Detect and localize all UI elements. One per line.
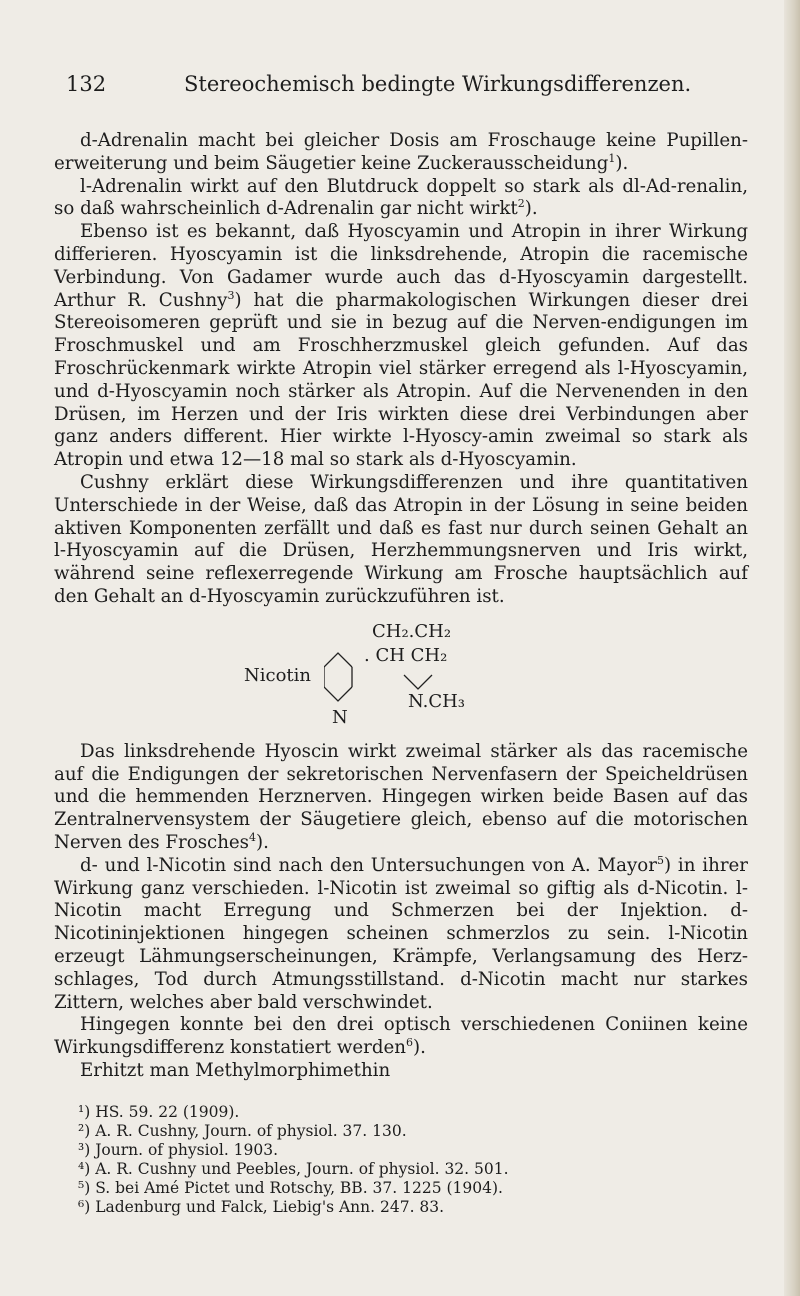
paragraph-3: Ebenso ist es bekannt, daß Hyoscyamin und Atropin in ihrer Wirkung differieren. Hyoscyamin ist die linksdrehende, Atropin die racemische Verbindung. Von Gadamer wurde auch das d-Hyoscyamin dargestellt. Arthur R. Cushny$^3$) hat die pharmakologischen Wirkungen dieser drei Stereoisomeren geprüft und sie in bezug auf die Nerven-endigungen im Froschmuskel und am Froschherzmuskel gleich gefunden. Auf das Froschrückenmark wirkte Atropin viel stärker erregend als l-Hyoscyamin, und d-Hyoscyamin noch stärker als Atropin. Auf die Nervenenden in den Drüsen, im Herzen und der Iris wirkten diese drei Verbindungen aber ganz anders different. Hier wirkte l-Hyoscy-amin zweimal so stark als Atropin und etwa 12—18 mal so stark als d-Hyoscyamin. xyxy=(54,221,748,471)
footnote-5: ⁵) S. bei Amé Pictet und Rotschy, BB. 37. 1225 (1904). xyxy=(78,1178,503,1197)
formula-line-1: CH₂.CH₂ xyxy=(372,620,452,642)
footnote-6: ⁶) Ladenburg und Falck, Liebig's Ann. 247. 83. xyxy=(78,1197,445,1216)
page-number: 132 xyxy=(66,72,107,96)
paragraph-1: d-Adrenalin macht bei gleicher Dosis am Froschauge keine Pupillen-erweiterung und beim Säugetier keine Zuckerausscheidung$^1$). xyxy=(54,130,748,174)
footnote-3: ³) Journ. of physiol. 1903. xyxy=(78,1140,279,1159)
paragraph-2: l-Adrenalin wirkt auf den Blutdruck doppelt so stark als dl-Ad-renalin, so daß wahrscheinlich d-Adrenalin gar nicht wirkt$^2$). xyxy=(54,175,748,220)
pyridine-ring-icon xyxy=(324,645,464,715)
footnote-4: ⁴) A. R. Cushny und Peebles, Journ. of physiol. 32. 501. xyxy=(78,1159,509,1178)
formula-ring-n: N xyxy=(332,706,348,728)
paragraph-6: d- und l-Nicotin sind nach den Untersuchungen von A. Mayor$^5$) in ihrer Wirkung ganz verschieden. l-Nicotin ist zweimal so giftig als d-Nicotin. l-Nicotin macht Erregung und Schmerzen bei der Injektion. d-Nicotininjektionen hingegen scheinen schmerzlos zu sein. l-Nicotin erzeugt Lähmungserscheinungen, Krämpfe, Verlangsamung des Herz-schlages, Tod durch Atmungsstillstand. d-Nicotin macht nur starkes Zittern, welches aber bald verschwindet. xyxy=(54,853,748,1013)
nicotin-formula xyxy=(54,615,748,733)
formula-line-2: . CH CH₂ xyxy=(364,644,448,666)
formula-line-3: N.CH₃ xyxy=(408,690,466,712)
footnote-1: ¹) HS. 59. 22 (1909). xyxy=(78,1102,240,1121)
paragraph-8: Erhitzt man Methylmorphimethin xyxy=(80,1059,391,1081)
paragraph-7: Hingegen konnte bei den drei optisch verschiedenen Coniinen keine Wirkungsdifferenz konstatiert werden$^6$). xyxy=(54,1014,748,1059)
formula-label: Nicotin xyxy=(244,664,312,686)
body-text xyxy=(54,130,748,1083)
footnotes xyxy=(78,1103,748,1217)
book-page xyxy=(54,72,748,1217)
page-header xyxy=(54,72,748,102)
running-title: Stereochemisch bedingte Wirkungsdifferenzen. xyxy=(184,72,692,96)
footnote-2: ²) A. R. Cushny, Journ. of physiol. 37. 130. xyxy=(78,1121,407,1140)
paragraph-5: Das linksdrehende Hyoscin wirkt zweimal stärker als das racemische auf die Endigungen der sekretorischen Nervenfasern der Speicheldrüsen und die hemmenden Herznerven. Hingegen wirken beide Basen auf das Zentralnervensystem der Säugetiere gleich, ebenso auf die motorischen Nerven des Frosches$^4$). xyxy=(54,740,748,853)
paragraph-4: Cushny erklärt diese Wirkungsdifferenzen und ihre quantitativen Unterschiede in der Weise, daß das Atropin in der Lösung in seine beiden aktiven Komponenten zerfällt und daß es fast nur durch seinen Gehalt an l-Hyoscyamin auf die Drüsen, Herzhemmungsnerven und Iris wirkt, während seine reflexerregende Wirkung am Frosche hauptsächlich auf den Gehalt an d-Hyoscyamin zurückzuführen ist. xyxy=(54,471,748,607)
page-edge xyxy=(784,0,800,1296)
